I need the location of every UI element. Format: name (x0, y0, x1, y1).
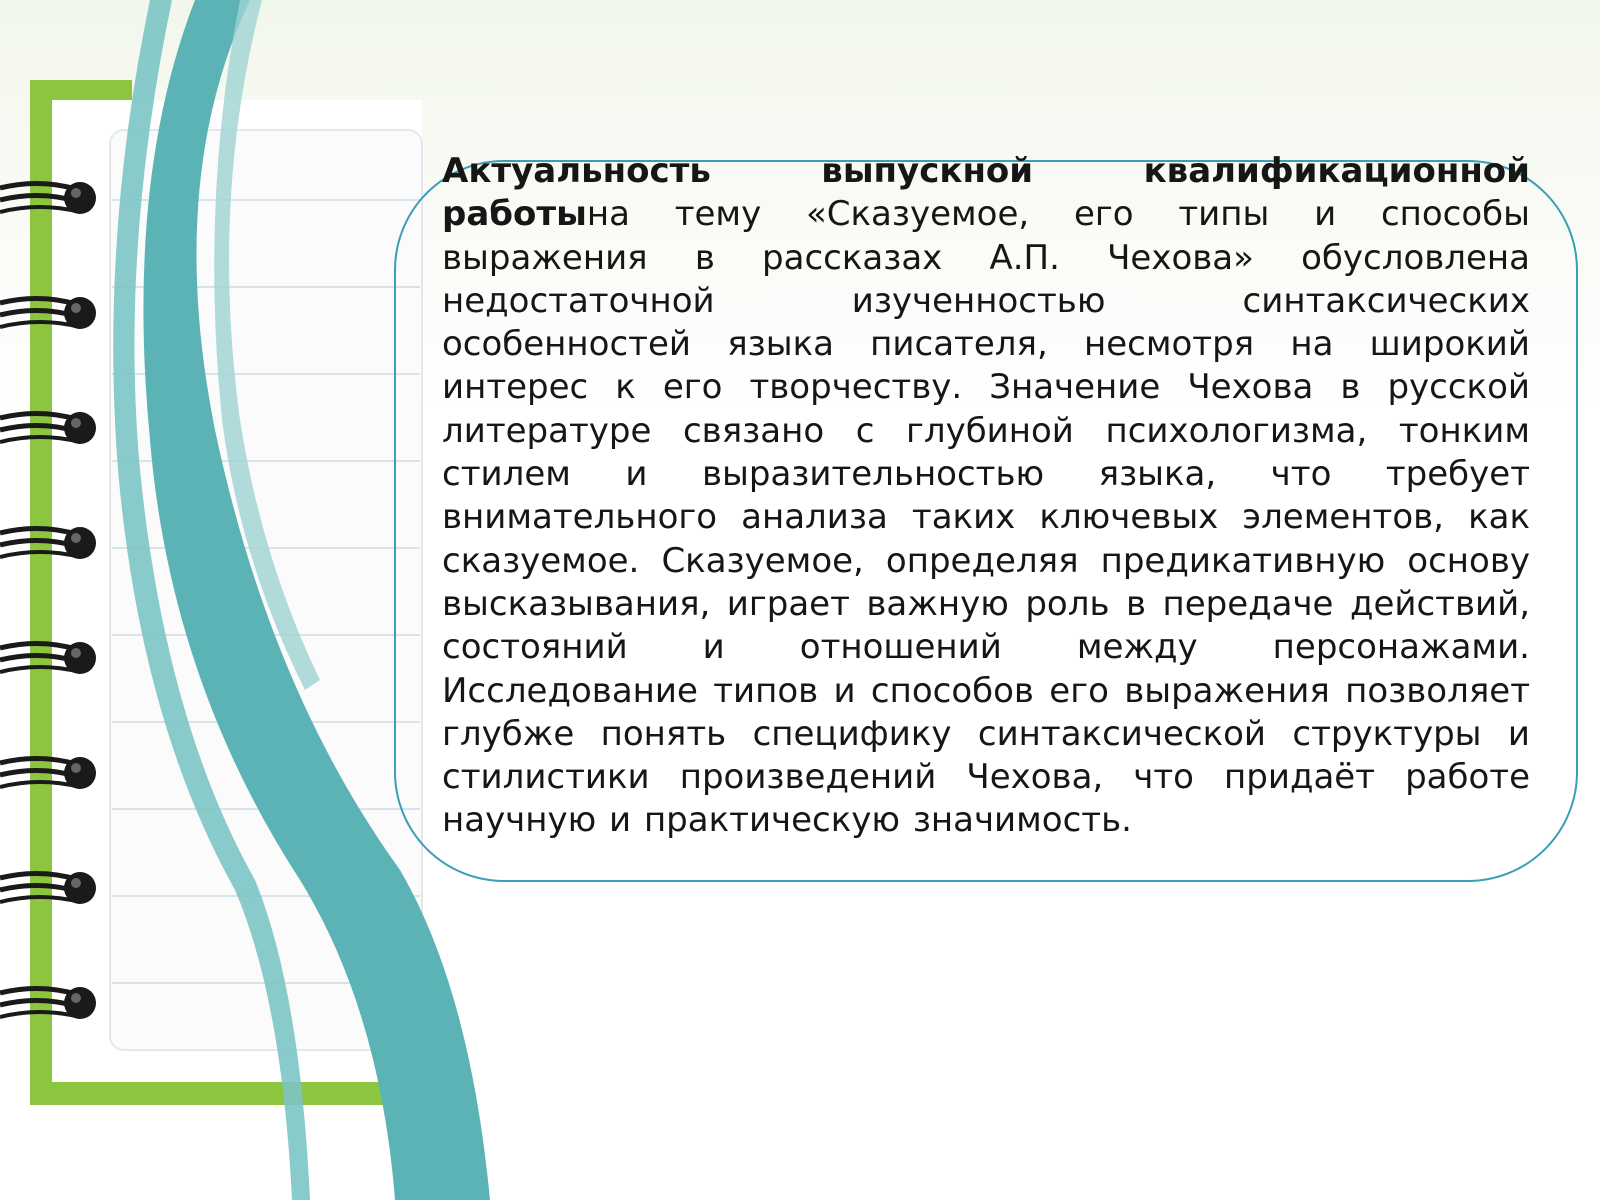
body-text-rest: на тему «Сказуемое, его типы и способы выражения в рассказах А.П. Чехова» обусловлена недостаточной изученностью синтаксических особенностей языка писателя, несмотря на широкий интерес к его творчеству. Значение Чехова в русской литературе связано с глубиной психологизма, тонким стилем и выразительностью языка, что требует внимательного анализа таких ключевых элементов, как сказуемое. Сказуемое, определяя предикативную основу высказывания, играет важную роль в передаче действий, состояний и отношений между персонажами. Исследование типов и способов его выражения позволяет глубже понять специфику синтаксической структуры и стилистики произведений Чехова, что придаёт работе научную и практическую значимость. (442, 194, 1530, 841)
body-text-bold: Актуальность выпускной квалификационной работы (442, 151, 1530, 235)
body-text (442, 150, 1530, 843)
notebook-green-bottom (30, 1080, 422, 1105)
notebook-green-strip (30, 80, 52, 1105)
